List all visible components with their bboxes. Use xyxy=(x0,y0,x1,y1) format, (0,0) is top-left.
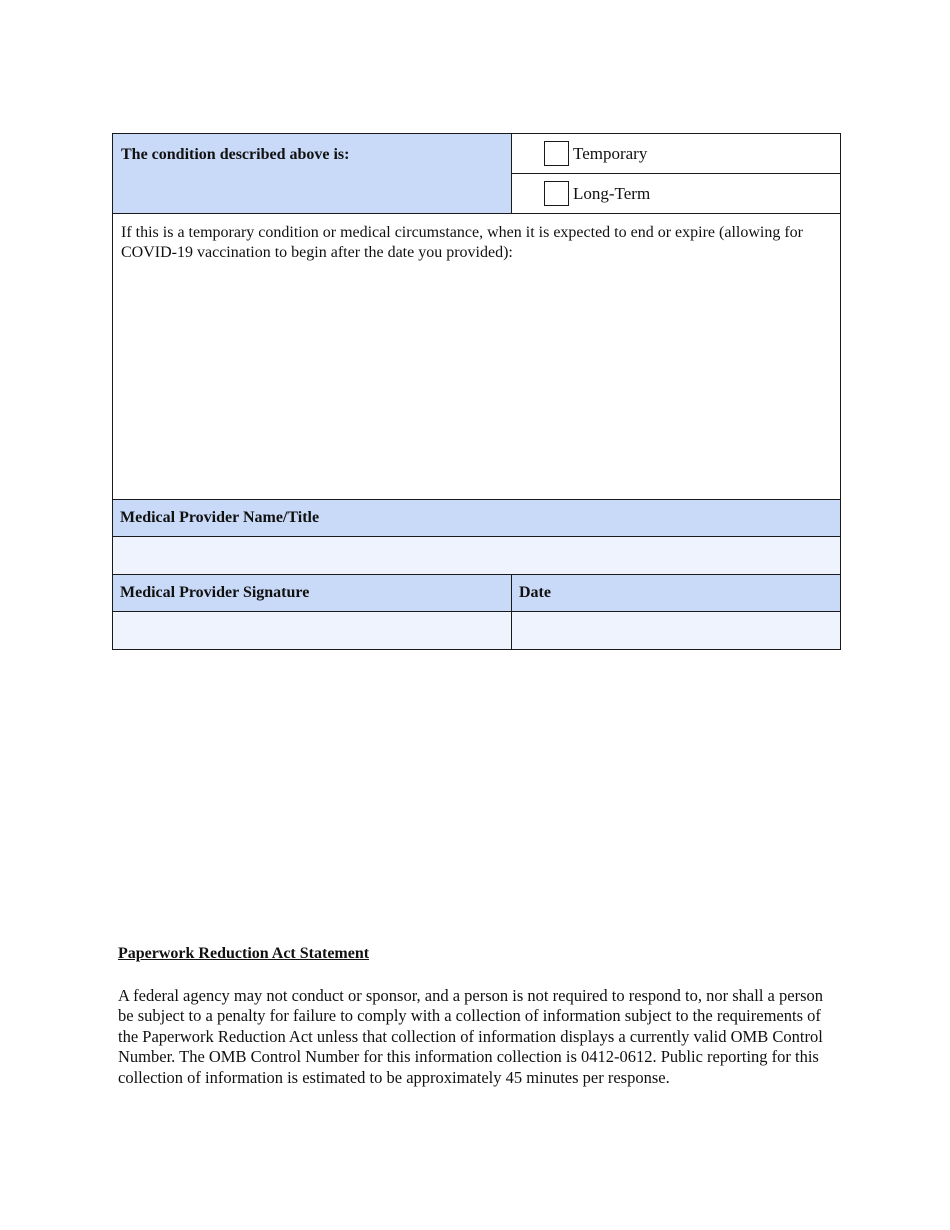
long-term-option[interactable] xyxy=(512,181,840,206)
long-term-label: Long-Term xyxy=(573,183,651,203)
long-term-option-cell xyxy=(512,174,841,214)
provider-signature-header xyxy=(113,575,512,612)
pra-body: A federal agency may not conduct or sponsor, and a person is not required to respond to, nor shall a person be subject to a penalty for failure to comply with a collection of information subject to the requirements of the Paperwork Reduction Act unless that collection of information displays a currently valid OMB Control Number. The OMB Control Number for this information collection is 0412-0612. Public reporting for this collection of information is estimated to be approximately 45 minutes per response. xyxy=(118,986,823,1087)
provider-name-header xyxy=(113,500,841,537)
date-header xyxy=(512,575,841,612)
temporary-checkbox[interactable] xyxy=(544,141,569,166)
pra-title: Paperwork Reduction Act Statement xyxy=(118,945,370,962)
condition-label: The condition described above is: xyxy=(121,146,350,163)
provider-name-label: Medical Provider Name/Title xyxy=(120,509,320,526)
temporary-option[interactable] xyxy=(512,141,840,166)
date-label: Date xyxy=(519,584,551,601)
long-term-checkbox[interactable] xyxy=(544,181,569,206)
provider-signature-label: Medical Provider Signature xyxy=(120,584,310,601)
temporary-condition-prompt: If this is a temporary condition or medical circumstance, when it is expected to end or expire (allowing for COVID-19 vaccination to begin after the date you provided): xyxy=(121,224,803,261)
expiration-text-area[interactable] xyxy=(113,214,841,500)
provider-name-field[interactable] xyxy=(113,537,841,575)
provider-signature-field[interactable] xyxy=(113,612,512,650)
date-field[interactable] xyxy=(512,612,841,650)
temporary-option-cell xyxy=(512,134,841,174)
medical-form-table xyxy=(112,133,841,650)
condition-label-cell xyxy=(113,134,512,214)
temporary-label: Temporary xyxy=(573,143,648,163)
